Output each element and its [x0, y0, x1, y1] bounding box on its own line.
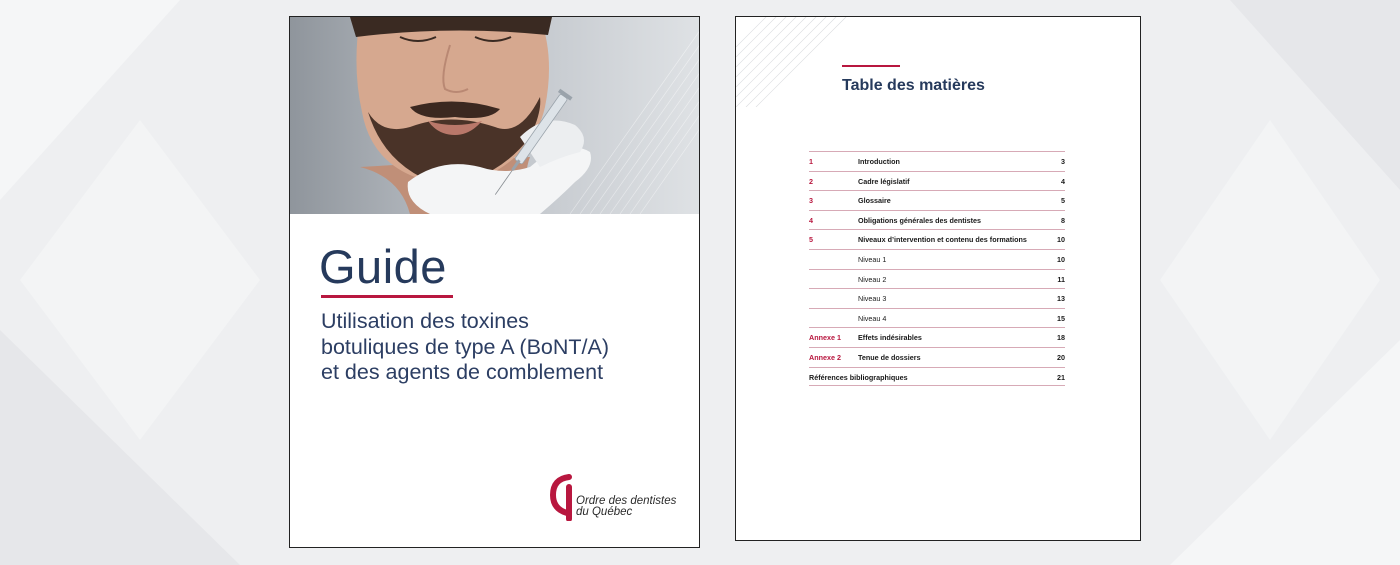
toc-table — [809, 151, 1065, 386]
toc-page-number: 15 — [1057, 313, 1065, 323]
logo-text — [576, 496, 676, 518]
toc-row[interactable] — [809, 190, 1065, 210]
toc-row[interactable] — [809, 288, 1065, 308]
subtitle-line: et des agents de comblement — [321, 360, 604, 384]
title-underline — [321, 295, 453, 298]
toc-row[interactable] — [809, 347, 1065, 367]
toc-number: 4 — [809, 215, 813, 225]
toc-number: 1 — [809, 157, 813, 166]
toc-number: Annexe 2 — [809, 352, 841, 362]
odq-logo-icon — [549, 473, 579, 521]
toc-entry-title: Niveau 4 — [858, 313, 887, 323]
ordre-des-dentistes-logo — [549, 473, 689, 521]
toc-entry-title: Niveau 3 — [858, 294, 887, 304]
logo-line: Ordre des dentistes — [576, 495, 677, 507]
toc-entry-title: Obligations générales des dentistes — [858, 215, 982, 225]
toc-entry-title: Niveau 2 — [858, 274, 887, 284]
toc-page-number: 11 — [1057, 274, 1065, 284]
guide-subtitle — [321, 309, 691, 386]
toc-row[interactable] — [809, 151, 1065, 171]
toc-row[interactable] — [809, 249, 1065, 269]
toc-heading: Table des matières — [842, 77, 985, 94]
toc-page-number: 20 — [1057, 352, 1065, 362]
toc-row[interactable] — [809, 327, 1065, 347]
toc-page-number: 13 — [1057, 294, 1065, 304]
toc-row[interactable] — [809, 171, 1065, 191]
face-injection-photo — [290, 17, 700, 214]
toc-page-number: 18 — [1057, 333, 1065, 343]
toc-page-number: 21 — [1057, 372, 1065, 382]
toc-entry-title: Cadre législatif — [858, 176, 910, 186]
table-of-contents-page — [735, 16, 1141, 541]
corner-line-pattern — [736, 17, 856, 107]
toc-row[interactable] — [809, 210, 1065, 230]
heading-accent-rule — [842, 65, 900, 67]
toc-page-number: 4 — [1061, 176, 1065, 186]
toc-entry-title: Glossaire — [858, 196, 891, 206]
toc-row[interactable] — [809, 308, 1065, 328]
toc-page-number: 10 — [1057, 235, 1065, 245]
toc-entry-title: Introduction — [858, 157, 900, 166]
toc-entry-title: Effets indésirables — [858, 333, 922, 343]
toc-number: Annexe 1 — [809, 333, 841, 343]
toc-number: 5 — [809, 235, 813, 245]
subtitle-line: botuliques de type A (BoNT/A) — [321, 334, 610, 359]
toc-entry-title: Tenue de dossiers — [858, 352, 921, 362]
toc-entry-title: Références bibliographiques — [809, 372, 908, 382]
toc-page-number: 10 — [1057, 254, 1065, 264]
toc-row[interactable] — [809, 367, 1065, 387]
toc-entry-title: Niveaux d’intervention et contenu des formations — [858, 235, 1027, 245]
toc-page-number: 8 — [1061, 215, 1065, 225]
toc-page-number: 5 — [1061, 196, 1065, 206]
logo-line: du Québec — [576, 506, 633, 518]
toc-entry-title: Niveau 1 — [858, 254, 887, 264]
toc-number: 2 — [809, 176, 813, 186]
toc-row[interactable] — [809, 269, 1065, 289]
subtitle-line: Utilisation des toxines — [321, 309, 529, 333]
guide-cover-page — [289, 16, 700, 548]
toc-page-number: 3 — [1061, 157, 1065, 166]
guide-title: Guide — [319, 240, 447, 293]
toc-row[interactable] — [809, 229, 1065, 249]
toc-number: 3 — [809, 196, 813, 206]
